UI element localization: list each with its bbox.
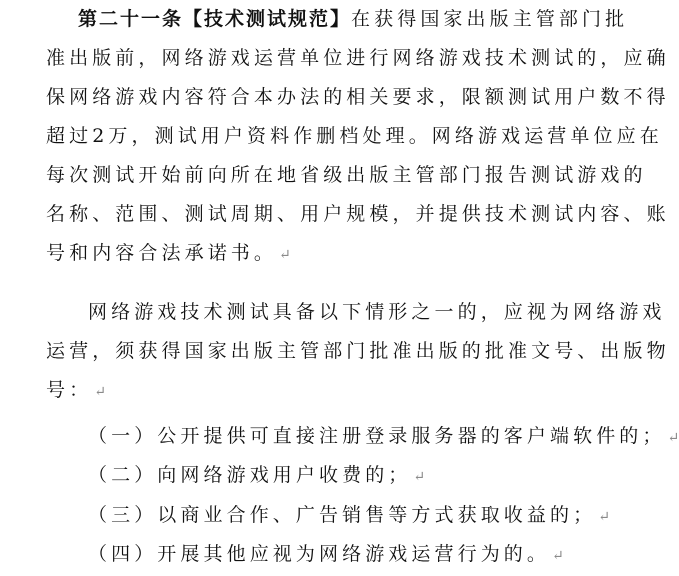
paragraph-mark-icon: ↵ bbox=[552, 548, 564, 564]
paragraph2-line-3: 号： bbox=[46, 379, 93, 401]
article-first-line bbox=[78, 8, 628, 30]
article-line-6: 名称、范围、测试周期、用户规模，并提供技术测试内容、账 bbox=[46, 203, 670, 225]
article-line-4: 超过2万，测试用户资料作删档处理。网络游戏运营单位应在 bbox=[46, 125, 663, 147]
list-item bbox=[88, 425, 679, 449]
list-item bbox=[88, 543, 564, 567]
list-item-text: （三）以商业合作、广告销售等方式获取收益的； bbox=[88, 504, 597, 526]
article-line-7: 号和内容合法承诺书。 bbox=[46, 242, 278, 264]
paragraph-mark-icon: ↵ bbox=[413, 469, 426, 485]
article-line-5: 每次测试开始前向所在地省级出版主管部门报告测试游戏的 bbox=[46, 164, 647, 186]
list-item bbox=[88, 504, 610, 528]
article-last-line bbox=[46, 242, 291, 266]
paragraph-mark-icon: ↵ bbox=[94, 384, 106, 400]
paragraph2-last-line bbox=[46, 379, 106, 403]
paragraph-mark-icon: ↵ bbox=[667, 430, 679, 446]
article-title: 第二十一条【技术测试规范】 bbox=[78, 8, 352, 30]
article-line-3: 保网络游戏内容符合本办法的相关要求，限额测试用户数不得 bbox=[46, 86, 670, 108]
paragraph-mark-icon: ↵ bbox=[598, 509, 610, 525]
paragraph-mark-icon: ↵ bbox=[279, 247, 291, 263]
article-line-2: 准出版前，网络游戏运营单位进行网络游戏技术测试的，应确 bbox=[46, 47, 670, 69]
paragraph2-line-2: 运营，须获得国家出版主管部门批准出版的批准文号、出版物 bbox=[46, 340, 670, 362]
list-item-text: （一）公开提供可直接注册登录服务器的客户端软件的； bbox=[88, 425, 666, 447]
list-item bbox=[88, 464, 425, 488]
list-item-text: （二）向网络游戏用户收费的； bbox=[88, 464, 412, 486]
article-line-1: 在获得国家出版主管部门批 bbox=[351, 8, 629, 30]
list-item-text: （四）开展其他应视为网络游戏运营行为的。 bbox=[88, 543, 551, 565]
paragraph2-line-1: 网络游戏技术测试具备以下情形之一的，应视为网络游戏 bbox=[88, 301, 666, 323]
